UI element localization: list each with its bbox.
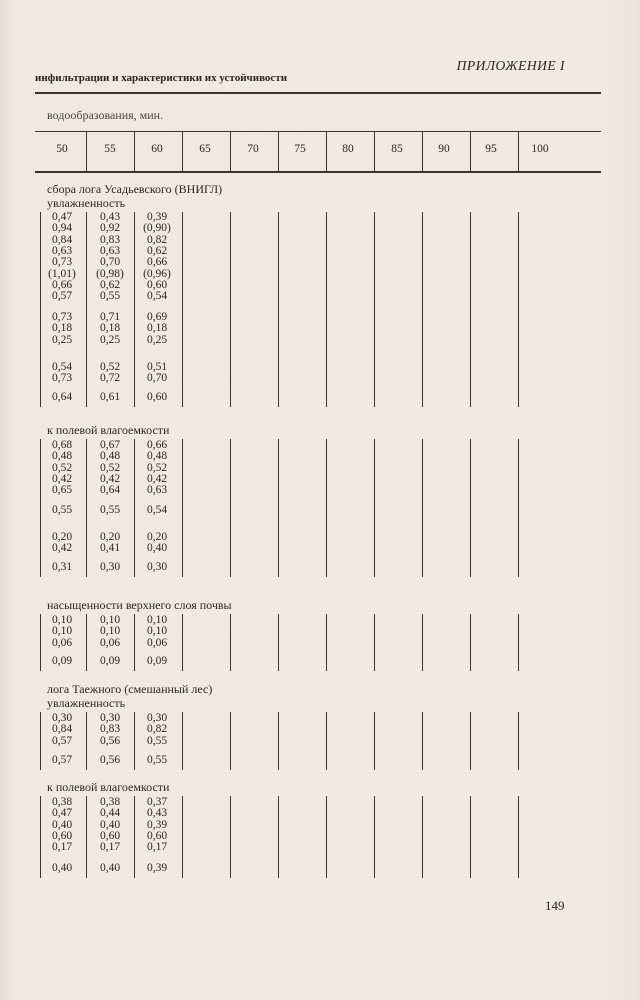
table-cell: 0,62 xyxy=(99,278,121,291)
column-divider xyxy=(278,712,279,770)
table-cell: (1,01) xyxy=(48,267,76,280)
table-cell: (0,98) xyxy=(96,267,124,280)
table-cell: 0,10 xyxy=(51,625,73,638)
table-cell: 0,18 xyxy=(146,322,168,335)
column-divider xyxy=(374,614,375,671)
column-divider xyxy=(40,796,41,878)
header-column-divider xyxy=(326,131,327,171)
table-cell: 0,68 xyxy=(51,439,73,451)
table-cell: 0,47 xyxy=(51,211,73,223)
column-divider xyxy=(518,614,519,671)
table-cell: 0,20 xyxy=(51,531,73,543)
table-cell: 0,30 xyxy=(99,561,121,573)
table-cell: 0,30 xyxy=(99,712,121,724)
table-cell: 0,55 xyxy=(51,504,73,516)
column-divider xyxy=(470,614,471,671)
table-cell: 0,52 xyxy=(146,461,168,474)
column-divider xyxy=(182,439,183,577)
header-column-divider xyxy=(518,131,519,171)
column-divider xyxy=(182,212,183,407)
column-header-55: 55 xyxy=(104,143,116,155)
table-cell: 0,64 xyxy=(51,391,73,403)
column-divider xyxy=(230,614,231,671)
table-cell: 0,57 xyxy=(51,754,73,766)
table-cell: 0,42 xyxy=(51,542,73,555)
table-cell: 0,73 xyxy=(51,256,73,269)
column-divider xyxy=(40,712,41,770)
table-cell: 0,67 xyxy=(99,439,121,451)
table-cell: 0,51 xyxy=(146,361,168,373)
table-cell: 0,44 xyxy=(99,807,121,820)
table-cell: 0,09 xyxy=(51,655,73,667)
table-cell: 0,25 xyxy=(51,333,73,346)
column-header-100: 100 xyxy=(531,143,549,155)
table-cell: 0,25 xyxy=(146,333,168,346)
column-divider xyxy=(230,796,231,878)
table-cell: 0,42 xyxy=(51,472,73,485)
column-divider xyxy=(134,439,135,577)
table-cell: 0,71 xyxy=(99,311,121,323)
table-cell: 0,48 xyxy=(146,450,168,463)
column-header-70: 70 xyxy=(247,143,259,155)
table-cell: 0,65 xyxy=(51,484,73,497)
section-title-line: к полевой влагоемкости xyxy=(47,423,170,437)
column-divider xyxy=(422,439,423,577)
section-title-line: лога Таежного (смешанный лес) xyxy=(47,682,213,696)
table-cell: 0,18 xyxy=(99,322,121,335)
table-cell: (0,96) xyxy=(143,267,171,280)
column-header-50: 50 xyxy=(56,143,68,155)
column-header-95: 95 xyxy=(485,143,497,155)
table-cell: 0,41 xyxy=(99,542,121,555)
table-cell: 0,66 xyxy=(146,256,168,269)
table-cell: 0,82 xyxy=(146,723,168,736)
table-cell: 0,57 xyxy=(51,734,73,747)
table-cell: 0,94 xyxy=(51,222,73,235)
table-cell: 0,30 xyxy=(146,712,168,724)
table-cell: 0,38 xyxy=(99,796,121,808)
column-divider xyxy=(278,796,279,878)
table-cell: 0,60 xyxy=(146,829,168,842)
table-cell: 0,62 xyxy=(146,244,168,257)
column-divider xyxy=(40,614,41,671)
table-cell: 0,18 xyxy=(51,322,73,335)
table-cell: 0,30 xyxy=(51,712,73,724)
column-divider xyxy=(230,439,231,577)
column-divider xyxy=(40,439,41,577)
table-cell: 0,52 xyxy=(99,461,121,474)
table-cell: 0,70 xyxy=(99,256,121,269)
table-cell: 0,09 xyxy=(146,655,168,667)
table-cell: 0,72 xyxy=(99,372,121,385)
column-divider xyxy=(86,212,87,407)
table-subhead: водообразования, мин. xyxy=(47,108,164,122)
table-cell: 0,38 xyxy=(51,796,73,808)
column-header-65: 65 xyxy=(199,143,211,155)
table-cell: 0,55 xyxy=(99,504,121,516)
table-cell: 0,10 xyxy=(99,614,121,626)
table-cell: 0,60 xyxy=(51,829,73,842)
table-cell: 0,55 xyxy=(146,754,168,766)
column-divider xyxy=(182,712,183,770)
table-cell: 0,39 xyxy=(146,862,168,874)
table-cell: 0,17 xyxy=(146,841,168,854)
column-divider xyxy=(518,796,519,878)
table-cell: 0,63 xyxy=(99,244,121,257)
column-divider xyxy=(326,439,327,577)
table-cell: 0,64 xyxy=(99,484,121,497)
table-cell: 0,42 xyxy=(99,472,121,485)
table-cell: 0,10 xyxy=(51,614,73,626)
table-cell: 0,54 xyxy=(146,504,168,516)
column-divider xyxy=(374,439,375,577)
table-cell: 0,54 xyxy=(51,361,73,373)
column-divider xyxy=(134,796,135,878)
column-header-80: 80 xyxy=(342,143,354,155)
table-cell: 0,40 xyxy=(146,542,168,555)
table-cell: 0,61 xyxy=(99,391,121,403)
section-title xyxy=(47,423,169,437)
column-divider xyxy=(134,212,135,407)
column-divider xyxy=(518,212,519,407)
table-cell: 0,69 xyxy=(146,311,168,323)
column-divider xyxy=(278,439,279,577)
column-divider xyxy=(134,614,135,671)
column-divider xyxy=(40,212,41,407)
table-cell: 0,20 xyxy=(146,531,168,543)
header-column-divider xyxy=(230,131,231,171)
table-cell: 0,06 xyxy=(51,636,73,649)
table-cell: 0,60 xyxy=(146,278,168,291)
table-cell: 0,40 xyxy=(99,862,121,874)
table-cell: 0,70 xyxy=(146,372,168,385)
table-cell: 0,42 xyxy=(146,472,168,485)
table-cell: 0,56 xyxy=(99,754,121,766)
column-divider xyxy=(470,212,471,407)
table-cell: 0,17 xyxy=(99,841,121,854)
column-header-60: 60 xyxy=(151,143,163,155)
table-cell: 0,06 xyxy=(99,636,121,649)
column-divider xyxy=(326,796,327,878)
section-title xyxy=(47,682,212,710)
column-divider xyxy=(278,614,279,671)
table-cell: 0,10 xyxy=(146,614,168,626)
table-cell: 0,73 xyxy=(51,372,73,385)
section-title-line: насыщенности верхнего слоя почвы xyxy=(47,598,232,612)
table-cell: 0,92 xyxy=(99,222,121,235)
table-cell: 0,60 xyxy=(146,391,168,403)
table-cell: 0,52 xyxy=(51,461,73,474)
table-cell: 0,56 xyxy=(99,734,121,747)
table-cell: 0,48 xyxy=(51,450,73,463)
table-cell: 0,66 xyxy=(51,278,73,291)
table-cell: 0,66 xyxy=(146,439,168,451)
column-divider xyxy=(422,212,423,407)
column-divider xyxy=(374,212,375,407)
section-title-line: сбора лога Усадьевского (ВНИГЛ) xyxy=(47,182,223,196)
column-divider xyxy=(470,712,471,770)
header-column-divider xyxy=(422,131,423,171)
header-column-divider xyxy=(134,131,135,171)
column-header-row xyxy=(35,131,601,171)
table-cell: 0,10 xyxy=(146,625,168,638)
table-cell: 0,63 xyxy=(51,244,73,257)
column-divider xyxy=(230,712,231,770)
column-divider xyxy=(182,796,183,878)
column-divider xyxy=(326,712,327,770)
table-cell: 0,84 xyxy=(51,723,73,736)
table-cell: 0,40 xyxy=(51,818,73,831)
section-title xyxy=(47,780,169,794)
column-divider xyxy=(230,212,231,407)
column-divider xyxy=(86,796,87,878)
table-cell: 0,73 xyxy=(51,311,73,323)
table-cell: 0,48 xyxy=(99,450,121,463)
column-header-90: 90 xyxy=(438,143,450,155)
table-cell: 0,39 xyxy=(146,211,168,223)
table-cell: 0,57 xyxy=(51,290,73,303)
header-column-divider xyxy=(86,131,87,171)
table-cell: 0,60 xyxy=(99,829,121,842)
table-cell: 0,82 xyxy=(146,233,168,246)
column-divider xyxy=(470,796,471,878)
table-cell: 0,47 xyxy=(51,807,73,820)
table-cell: 0,83 xyxy=(99,723,121,736)
column-header-75: 75 xyxy=(294,143,306,155)
table-cell: 0,43 xyxy=(146,807,168,820)
table-top-rule xyxy=(35,92,601,94)
column-divider xyxy=(134,712,135,770)
table-cell: 0,43 xyxy=(99,211,121,223)
table-cell: 0,40 xyxy=(99,818,121,831)
table-cell: 0,09 xyxy=(99,655,121,667)
column-divider xyxy=(278,212,279,407)
header-column-divider xyxy=(278,131,279,171)
header-column-divider xyxy=(374,131,375,171)
table-cell: 0,54 xyxy=(146,290,168,303)
table-cell: (0,90) xyxy=(143,222,171,235)
column-divider xyxy=(470,439,471,577)
table-cell: 0,84 xyxy=(51,233,73,246)
table-cell: 0,10 xyxy=(99,625,121,638)
appendix-label: ПРИЛОЖЕНИЕ I xyxy=(456,58,565,73)
section-title xyxy=(47,182,222,210)
table-cell: 0,06 xyxy=(146,636,168,649)
table-cell: 0,20 xyxy=(99,531,121,543)
table-cell: 0,30 xyxy=(146,561,168,573)
section-title xyxy=(47,598,232,612)
column-divider xyxy=(422,712,423,770)
column-divider xyxy=(86,614,87,671)
section-title-line: к полевой влагоемкости xyxy=(47,780,170,794)
column-divider xyxy=(374,796,375,878)
table-cell: 0,83 xyxy=(99,233,121,246)
table-cell: 0,31 xyxy=(51,561,73,573)
column-divider xyxy=(86,712,87,770)
column-header-85: 85 xyxy=(391,143,403,155)
table-cell: 0,25 xyxy=(99,333,121,346)
table-cell: 0,55 xyxy=(146,734,168,747)
table-cell: 0,40 xyxy=(51,862,73,874)
column-divider xyxy=(422,614,423,671)
section-title-line: увлажненность xyxy=(47,196,126,210)
column-divider xyxy=(518,712,519,770)
column-divider xyxy=(326,212,327,407)
column-divider xyxy=(374,712,375,770)
page-number: 149 xyxy=(545,898,565,913)
column-divider xyxy=(422,796,423,878)
table-header-bottom-rule xyxy=(35,171,601,173)
table-cell: 0,39 xyxy=(146,818,168,831)
header-column-divider xyxy=(470,131,471,171)
running-head: инфильтрации и характеристики их устойчивости xyxy=(35,72,288,84)
table-cell: 0,17 xyxy=(51,841,73,854)
column-divider xyxy=(182,614,183,671)
table-cell: 0,63 xyxy=(146,484,168,497)
table-cell: 0,52 xyxy=(99,361,121,373)
column-divider xyxy=(86,439,87,577)
column-divider xyxy=(518,439,519,577)
column-divider xyxy=(326,614,327,671)
table-cell: 0,55 xyxy=(99,290,121,303)
header-column-divider xyxy=(182,131,183,171)
section-title-line: увлажненность xyxy=(47,696,126,710)
table-cell: 0,37 xyxy=(146,796,168,808)
